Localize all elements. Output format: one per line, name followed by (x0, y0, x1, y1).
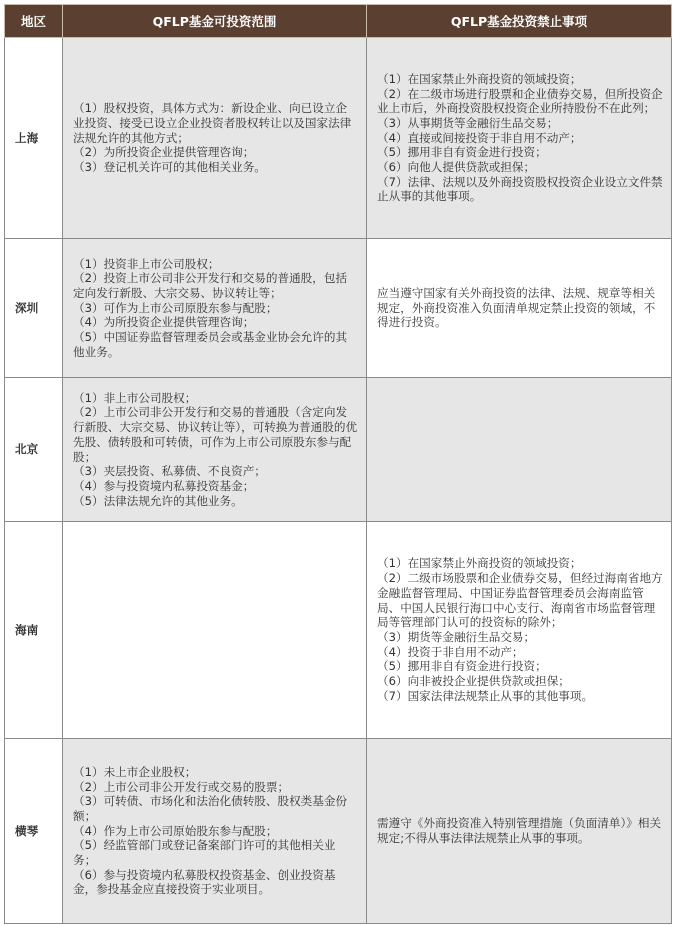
prohibited-cell (367, 522, 672, 739)
region-cell: 深圳 (5, 239, 63, 378)
prohibited-cell (367, 239, 672, 378)
scope-item: （1）股权投资，具体方式为：新设企业、向已设立企业投资、接受已设立企业投资者股权转让以及国家法律法规允许的其他方式； (73, 101, 352, 145)
scope-item: （3）登记机关许可的其他相关业务。 (73, 160, 266, 175)
scope-item: （4）参与投资境内私募投资基金； (73, 478, 255, 493)
prohibited-item: （4）投资于非自用不动产； (377, 644, 524, 659)
scope-item: （4）为所投资企业提供管理咨询； (73, 315, 255, 330)
header-prohibited: QFLP基金投资禁止事项 (367, 5, 672, 38)
prohibited-item: （1）在国家禁止外商投资的领域投资； (377, 556, 582, 571)
prohibited-item: （3）从事期货等金融衍生品交易； (377, 115, 559, 130)
prohibited-item: 应当遵守国家有关外商投资的法律、法规、规章等相关规定，外商投资准入负面清单规定禁止投资的领域，不得进行投资。 (377, 285, 656, 330)
scope-item: （1）投资非上市公司股权； (73, 256, 220, 271)
scope-item: （1）未上市企业股权； (73, 764, 197, 779)
prohibited-cell-empty (367, 378, 672, 522)
scope-item: （3）可作为上市公司原股东参与配股； (73, 300, 278, 315)
scope-item: （2）为所投资企业提供管理咨询； (73, 145, 255, 160)
scope-cell (63, 38, 367, 239)
scope-cell-empty (63, 522, 367, 739)
prohibited-item: （5）挪用非自有资金进行投资； (377, 145, 547, 160)
scope-item: （3）可转债、市场化和法治化债转股、股权类基金份额； (73, 794, 348, 823)
table-row (5, 38, 672, 239)
scope-item: （5）法律法规允许的其他业务。 (73, 493, 243, 508)
header-region: 地区 (5, 5, 63, 38)
prohibited-item: （3）期货等金融衍生品交易； (377, 630, 536, 644)
scope-item: （1）非上市公司股权； (73, 390, 197, 405)
prohibited-item: （5）挪用非自有资金进行投资； (377, 659, 547, 674)
region-cell: 上海 (5, 38, 63, 239)
scope-cell (63, 239, 367, 378)
qflp-comparison-table (4, 4, 672, 924)
scope-item: （3）夹层投资、私募债、不良资产； (73, 464, 266, 479)
table-row (5, 378, 672, 522)
prohibited-item: （2）二级市场股票和企业债券交易，但经过海南省地方金融监督管理局、中国证券监督管理委员会海南监管局、中国人民银行海口中心支行、海南省市场监督管理局等管理部门认可的投资标的除外； (377, 571, 663, 630)
header-scope: QFLP基金可投资范围 (63, 5, 367, 38)
scope-item: （5）中国证券监督管理委员会或基金业协会允许的其他业务。 (73, 330, 348, 359)
prohibited-item: （1）在国家禁止外商投资的领域投资； (377, 71, 582, 86)
scope-item: （6）参与投资境内私募股权投资基金、创业投资基金，参投基金应直接投资于实业项目。 (73, 867, 336, 897)
prohibited-item: （7）国家法律法规禁止从事的其他事项。 (377, 688, 594, 703)
scope-item: （4）作为上市公司原始股东参与配股； (73, 823, 278, 838)
scope-cell (63, 378, 367, 522)
prohibited-cell (367, 739, 672, 924)
region-cell: 北京 (5, 378, 63, 522)
scope-cell (63, 739, 367, 924)
scope-item: （5）经监管部门或登记备案部门许可的其他相关业务； (73, 838, 336, 868)
prohibited-item: （7）法律、法规以及外商投资股权投资企业设立文件禁止从事的其他事项。 (377, 174, 663, 204)
table-row (5, 739, 672, 924)
prohibited-item: （4）直接或间接投资于非自用不动产； (377, 130, 582, 145)
table-header-row (5, 5, 672, 38)
prohibited-item: 需遵守《外商投资准入特别管理措施（负面清单）》相关规定;不得从事法律法规禁止从事的事项。 (377, 816, 662, 845)
prohibited-cell (367, 38, 672, 239)
prohibited-item: （6）向非被投企业提供贷款或担保； (377, 674, 570, 689)
prohibited-item: （6）向他人提供贷款或担保； (377, 160, 536, 175)
region-cell: 海南 (5, 522, 63, 739)
region-cell: 横琴 (5, 739, 63, 924)
scope-item: （2）上市公司非公开发行和交易的普通股（含定向发行新股、大宗交易、协议转让等），可转换为普通股的优先股、债转股和可转债，可作为上市公司原股东参与配股； (73, 405, 358, 464)
prohibited-item: （2）在二级市场进行股票和企业债券交易，但所投资企业上市后，外商投资股权投资企业所持股份不在此列； (377, 86, 663, 116)
scope-item: （2）投资上市公司非公开发行和交易的普通股，包括定向发行新股、大宗交易、协议转让等； (73, 271, 348, 300)
table-row (5, 522, 672, 739)
scope-item: （2）上市公司非公开发行或交易的股票； (73, 779, 290, 794)
table-row (5, 239, 672, 378)
